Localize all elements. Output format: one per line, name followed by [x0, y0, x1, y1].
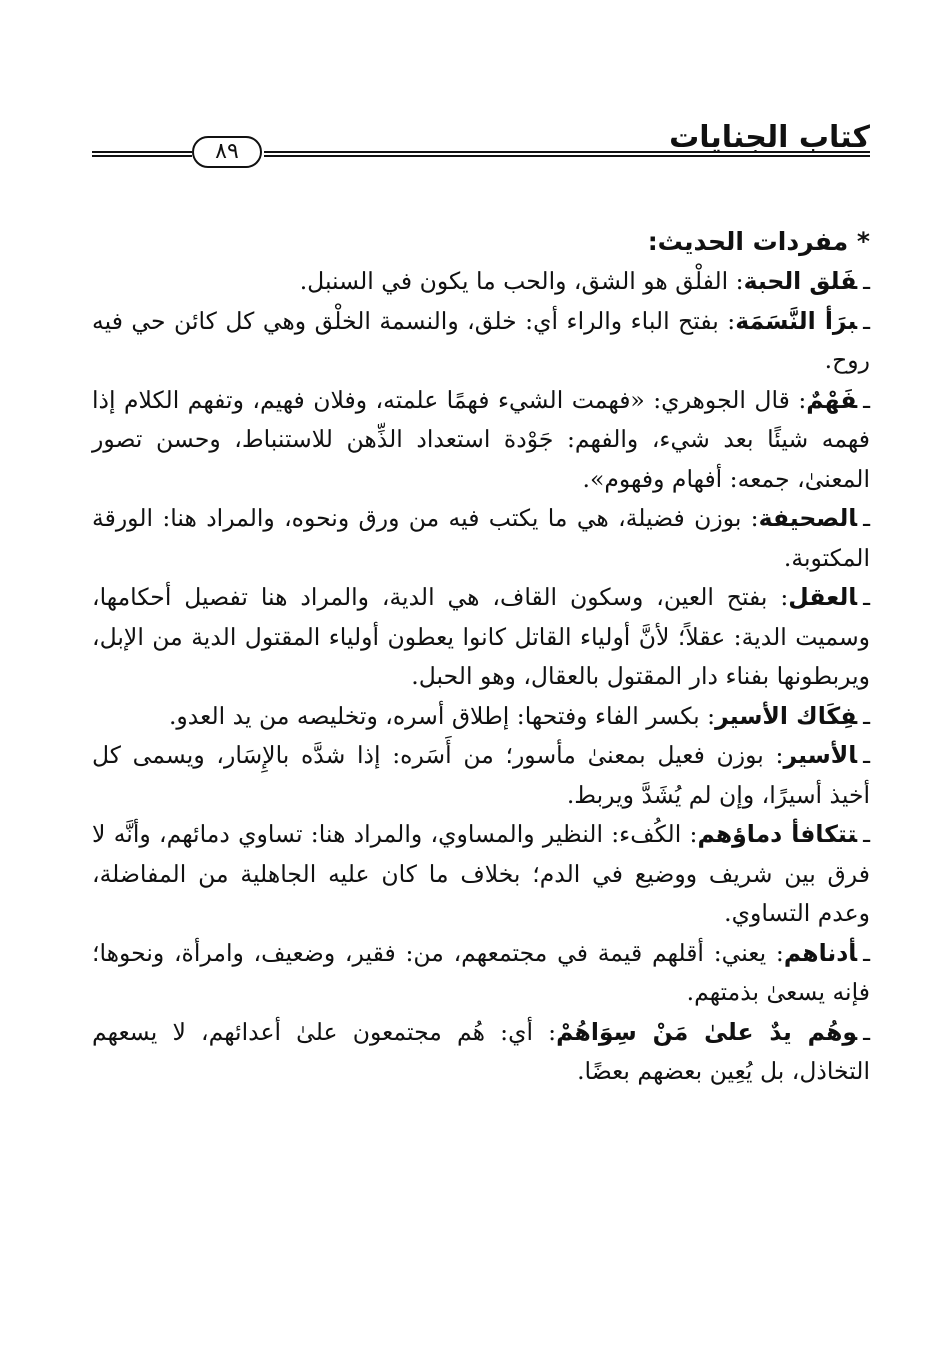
book-title: كتاب الجنايات [669, 120, 870, 155]
dash-marker: ـ [863, 267, 870, 295]
header-rule-left [92, 151, 192, 157]
glossary-entry [92, 262, 870, 302]
glossary-entry [92, 381, 870, 500]
entry-definition: : بفتح العين، وسكون القاف، هي الدية، والمراد هنا تفصيل أحكامها، وسميت الدية: عقلاً؛ لأنَّ أولياء القاتل كانوا يعطون أولياء المقتول الدية من الإبل، ويربطونها بفناء دار المقتول بالعقال، وهو الحبل. [92, 583, 870, 690]
dash-marker: ـ [863, 701, 870, 730]
section-title: مفردات الحديث: [647, 227, 849, 256]
entry-definition: : بوزن فضيلة، هي ما يكتب فيه من ورق ونحوه، والمراد هنا: الورقة المكتوبة. [92, 504, 870, 572]
dash-marker: ـ [863, 820, 870, 848]
glossary-entry [92, 934, 870, 1013]
page-header [92, 118, 870, 178]
entry-term: الأسير [783, 741, 858, 769]
entry-definition: : بوزن فعيل بمعنىٰ مأسور؛ من أَسَره: إذا شدَّه بالإِسَار، ويسمى كل أخيذ أسيرًا، وإن لم يُشَدَّ ويربط. [92, 741, 870, 809]
entry-definition: : الكُفء: النظير والمساوي، والمراد هنا: تساوي دمائهم، وأنَّه لا فرق بين شريف ووضيع في الدم؛ بخلاف ما كان عليه الجاهلية من المفاضلة، وعدم التساوي. [92, 820, 870, 927]
entry-term: وهُم يدٌ علىٰ مَنْ سِوَاهُمْ [556, 1017, 858, 1046]
dash-marker: ـ [863, 385, 870, 414]
dash-marker: ـ [863, 1017, 870, 1046]
entry-term: فَهْمٌ [806, 385, 858, 414]
dash-marker: ـ [863, 504, 870, 532]
glossary-entry [92, 302, 870, 381]
glossary-entry [92, 578, 870, 697]
dash-marker: ـ [863, 741, 870, 769]
asterisk-marker-icon: * [856, 227, 870, 256]
glossary-entry [92, 736, 870, 815]
entry-definition: : قال الجوهري: «فهمت الشيء فهمًا علمته، وفلان فهيم، وتفهم الكلام إذا فهمه شيئًا بعد شيء، والفهم: جَوْدة استعداد الذِّهن للاستنباط، وحسن تصور المعنىٰ، جمعه: أفهام وفهوم». [92, 385, 870, 493]
dash-marker: ـ [863, 583, 870, 611]
glossary-entry [92, 815, 870, 934]
entry-term: فِكَاك الأسير [715, 701, 858, 730]
section-heading [92, 222, 870, 262]
glossary-entry [92, 499, 870, 578]
entry-definition: : يعني: أقلهم قيمة في مجتمعهم، من: فقير، وضعيف، وامرأة، ونحوها؛ فإنه يسعىٰ بذمتهم. [92, 938, 870, 1006]
page-number: ٨٩ [192, 136, 262, 168]
glossary-entry [92, 1013, 870, 1092]
entry-term: فَلق الحبة [743, 267, 858, 295]
entry-term: أدناهم [783, 938, 858, 967]
glossary-entry [92, 697, 870, 737]
page-content [92, 222, 870, 1092]
entry-term: العقل [788, 583, 858, 611]
entry-term: تتكافأ دماؤهم [697, 820, 858, 848]
dash-marker: ـ [863, 938, 870, 967]
entry-definition: : الفلْق هو الشق، والحب ما يكون في السنبل. [299, 267, 744, 295]
entry-definition: : أي: هُم مجتمعون علىٰ أعدائهم، لا يسعهم التخاذل، بل يُعِين بعضهم بعضًا. [92, 1017, 870, 1085]
entry-term: برَأ النَّسَمَة [735, 306, 858, 335]
dash-marker: ـ [863, 306, 871, 335]
entry-definition: : بكسر الفاء وفتحها: إطلاق أسره، وتخليصه من يد العدو. [168, 701, 716, 730]
entry-definition: : بفتح الباء والراء أي: خلق، والنسمة الخلْق وهي كل كائن حي فيه روح. [92, 306, 870, 374]
entry-term: الصحيفة [758, 504, 858, 532]
